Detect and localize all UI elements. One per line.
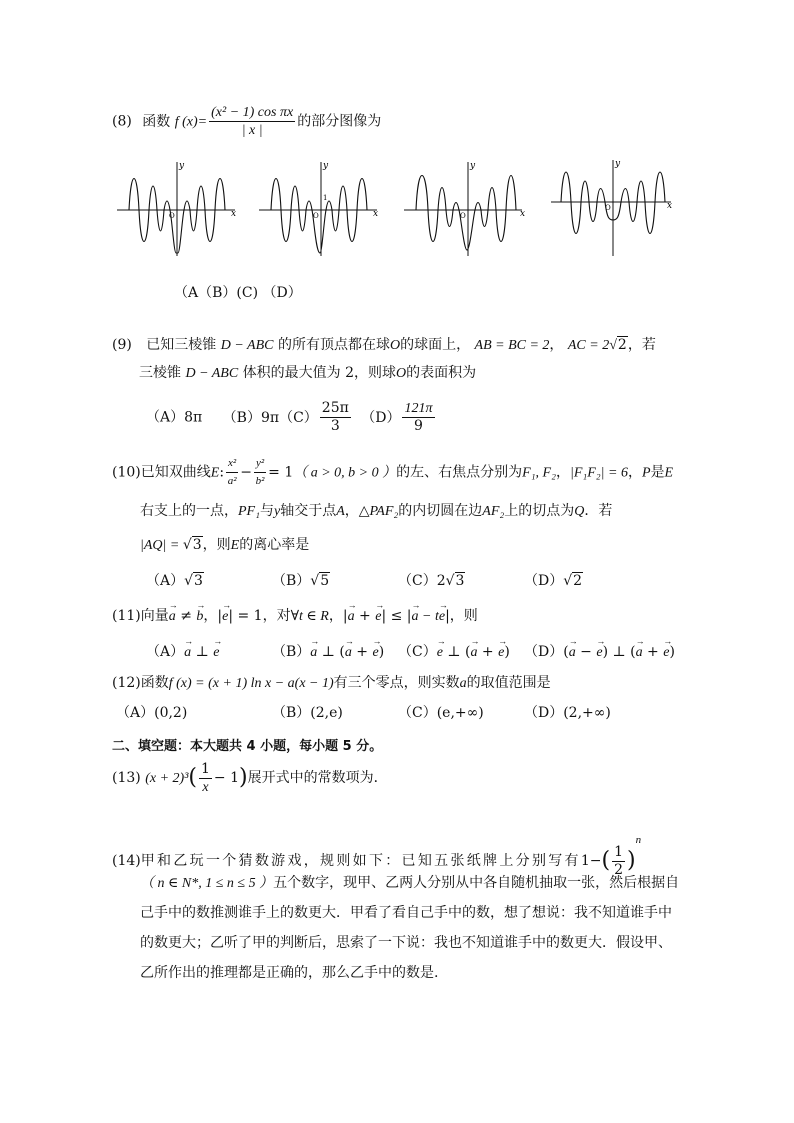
- q12-option-c: （C）(e,+∞): [398, 705, 484, 721]
- svg-text:O: O: [169, 212, 175, 220]
- svg-text:O: O: [313, 212, 319, 220]
- svg-text:x: x: [520, 209, 526, 219]
- q10-line2: 右支上的一点，PF₁与y轴交于点A，△PAF₂的内切圆在边AF₂上的切点为Q．若: [140, 503, 613, 519]
- svg-text:x: x: [667, 201, 673, 211]
- svg-text:y: y: [323, 161, 329, 171]
- section-heading: 二、填空题：本大题共 4 小题，每小题 5 分。: [112, 739, 383, 754]
- q11-option-c: （C）→ e ⊥ (→ a + → e): [398, 641, 510, 661]
- q10-line1: (10)已知双曲线E: $\frac{\text{x²}}{\text{a²}}$ − $\frac{\text{y²}}{\text{b²}}$ = 1（ a > 0, b > 0 ）的左、右焦点分别为F₁, F₂，|F₁F₂| = 6，P是E: [112, 457, 674, 487]
- q8-graph-b: [259, 158, 389, 258]
- q8-graph-a: [117, 158, 247, 258]
- q10-option-b: （B）√5: [272, 573, 330, 589]
- q9-line1: (9) 已知三棱锥 D − ABC 的所有顶点都在球O的球面上， AB = BC = 2， AC = 2√2，若: [112, 337, 656, 353]
- svg-text:x: x: [373, 209, 379, 219]
- q11-option-b: （B）→ a ⊥ (→ a + → e): [272, 641, 384, 661]
- q11-number: (11): [112, 608, 141, 624]
- q12-number: (12): [112, 675, 141, 691]
- q13-number: (13): [112, 770, 141, 786]
- q11-option-d: （D）(→ a − → e) ⊥ (→ a + → e): [524, 641, 675, 661]
- q10-option-c: （C）2√3: [398, 573, 465, 589]
- q9-number: (9): [112, 337, 132, 353]
- q8-graph-c: [404, 158, 534, 258]
- q14-line1: (14)甲和乙玩一个猜数游戏，规则如下：已知五张纸牌上分别写有1−( $\frac{1}{2}$ )$^n$: [112, 834, 642, 878]
- svg-text:y: y: [179, 161, 185, 171]
- q14-line5: 乙所作出的推理都是正确的，那么乙手中的数是.: [140, 965, 439, 981]
- q8-stem: (8) 函数 f (x)= $\frac{\text{(x² − 1) cos πx}}{| x |}$ 的部分图像为: [112, 105, 382, 138]
- q10-option-d: （D）√2: [524, 573, 583, 589]
- q12-option-d: （D）(2,+∞): [524, 705, 611, 721]
- q8-graph-d: [551, 158, 681, 258]
- q12-option-b: （B）(2,e): [272, 705, 343, 721]
- q12-stem: (12)函数f (x) = (x + 1) ln x − a(x − 1)有三个零点，则实数a的取值范围是: [112, 675, 551, 691]
- q14-number: (14): [112, 853, 141, 869]
- q12-option-a: （A）(0,2): [116, 705, 188, 721]
- q11-option-a: （A）→ a ⊥ → e: [146, 641, 219, 661]
- q10-number: (10): [112, 464, 141, 481]
- q14-line2: （ n ∈ N*, 1 ≤ n ≤ 5 ）五个数字，现甲、乙两人分别从中各自随机抽取一张，然后根据自: [140, 875, 680, 891]
- q9-options: （A）8π （B）9π（C） $\frac{25\pi}{3}$ （D） $\frac{121\pi}{9}$: [146, 400, 433, 434]
- svg-text:y: y: [470, 161, 476, 171]
- q14-line3: 己手中的数推测谁手上的数更大．甲看了看自己手中的数，想了想说：我不知道谁手中: [140, 905, 672, 921]
- svg-text:y: y: [615, 159, 621, 169]
- q13-stem: (13) (x + 2)³( $\frac{1}{x}$ − 1)展开式中的常数项为．: [112, 760, 388, 795]
- svg-text:O: O: [460, 212, 466, 220]
- svg-text:x: x: [231, 209, 237, 219]
- svg-text:1: 1: [323, 194, 328, 202]
- q9-line2: 三棱锥 D − ABC 体积的最大值为 2，则球O的表面积为: [139, 365, 477, 381]
- q8-number: (8): [112, 113, 132, 130]
- q8-fraction: $\frac{\text{(x² − 1) cos πx}}{| x |}$: [211, 105, 294, 138]
- q8-options: （A（B）(C) （D）: [174, 285, 302, 301]
- q10-line3: |AQ| = √3，则E的离心率是: [140, 537, 310, 553]
- q14-line4: 的数更大；乙听了甲的判断后，思索了一下说：我也不知道谁手中的数更大．假设甲、: [140, 935, 672, 951]
- svg-text:O: O: [605, 204, 611, 212]
- q11-stem: (11)向量→ a ≠ → b，|→ e| = 1，对∀t ∈ R，|→ a + → e| ≤ |→ a − t→ e|，则: [112, 605, 478, 625]
- q10-option-a: （A）√3: [146, 573, 203, 589]
